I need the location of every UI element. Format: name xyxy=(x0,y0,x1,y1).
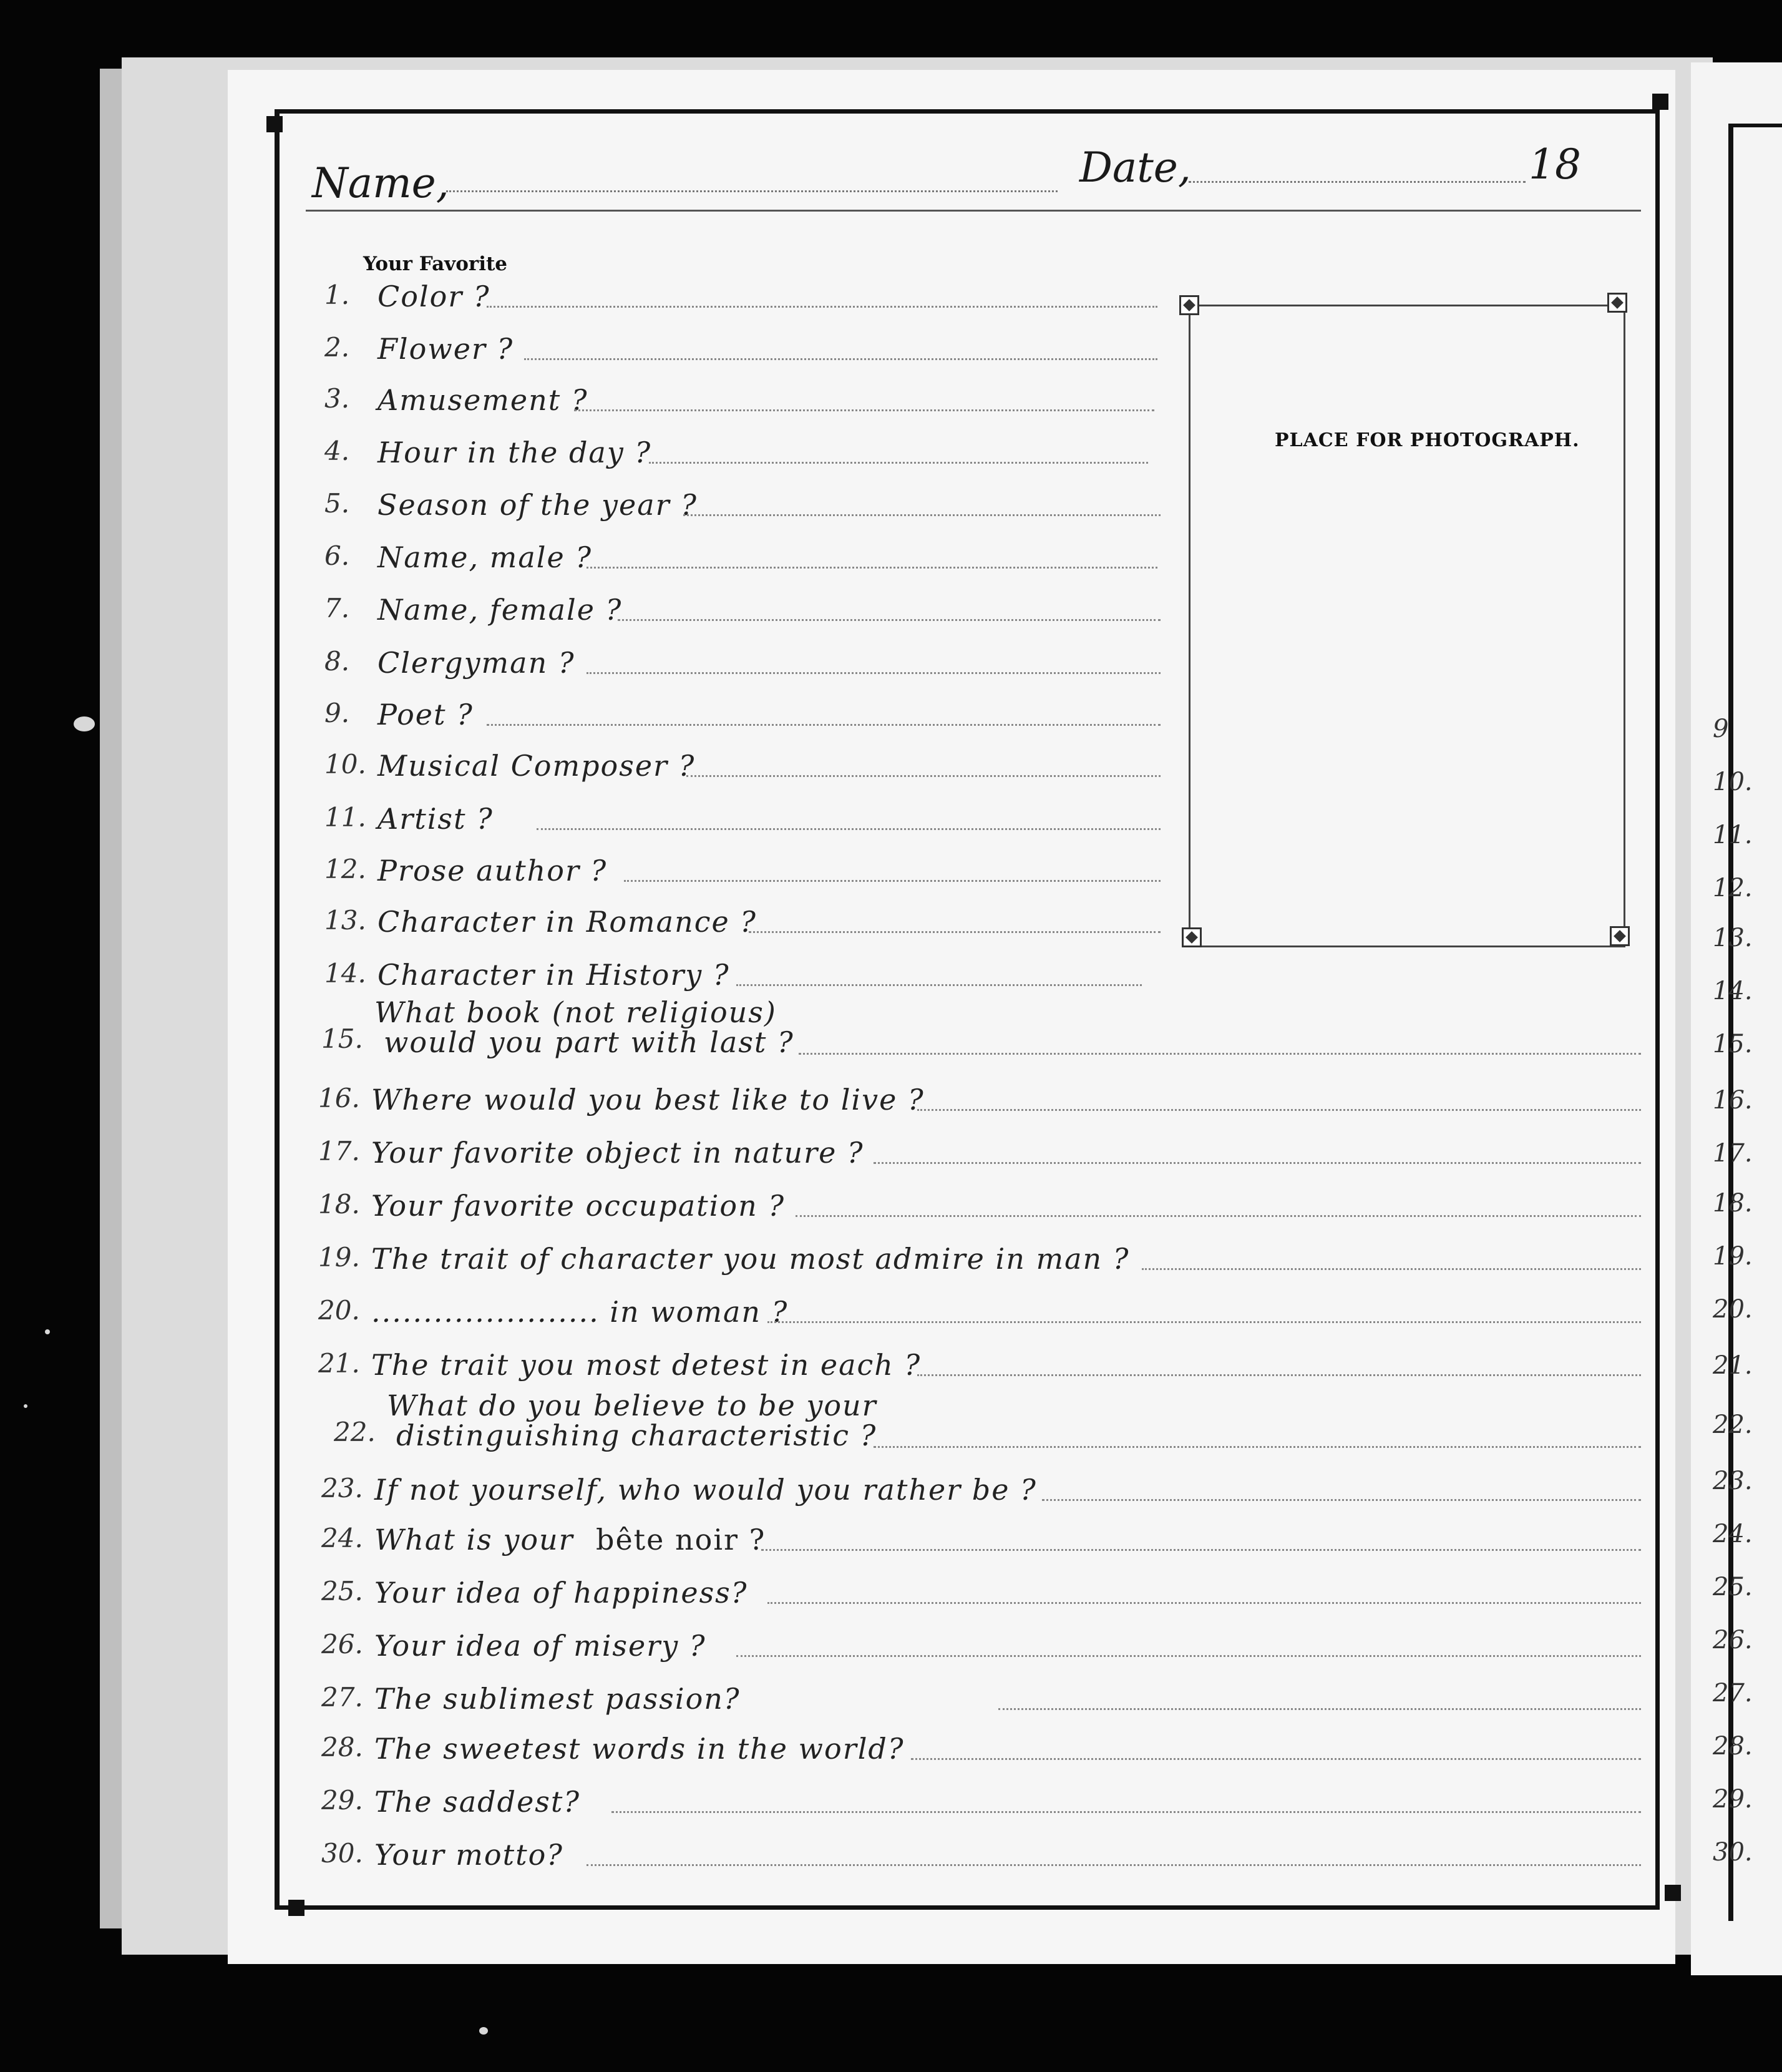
question-text: If not yourself, who would you rather be ? xyxy=(374,1473,1037,1507)
answer-line[interactable] xyxy=(587,1864,1641,1866)
question-text: The trait you most detest in each ? xyxy=(371,1348,922,1382)
question-text: What book (not religious) xyxy=(374,995,777,1029)
question-number: 27. xyxy=(321,1682,363,1713)
question-row xyxy=(324,905,1161,955)
answer-line[interactable] xyxy=(761,1549,1641,1551)
next-page-number: 25. xyxy=(1713,1573,1753,1601)
question-row xyxy=(318,1136,1641,1186)
question-number: 5. xyxy=(324,488,350,519)
question-text: Where would you best like to live ? xyxy=(371,1083,925,1117)
question-row xyxy=(324,854,1161,904)
answer-line[interactable] xyxy=(649,462,1148,464)
answer-line[interactable] xyxy=(686,775,1161,777)
answer-line[interactable] xyxy=(524,358,1157,360)
question-row xyxy=(321,1523,1641,1573)
question-row xyxy=(318,1083,1641,1133)
question-number: 10. xyxy=(324,749,366,779)
question-number: 18. xyxy=(318,1189,360,1219)
question-number: 2. xyxy=(324,332,350,363)
next-page-number: 20. xyxy=(1713,1295,1753,1324)
question-row xyxy=(324,540,1157,590)
answer-line[interactable] xyxy=(767,1602,1641,1604)
question-text: Color ? xyxy=(377,280,490,313)
next-page-number: 10. xyxy=(1713,768,1753,796)
name-label: Name, xyxy=(312,159,449,207)
question-row xyxy=(324,749,1161,799)
name-field-line[interactable] xyxy=(446,190,1058,192)
next-page-number: 24. xyxy=(1713,1520,1753,1548)
next-page-number: 18. xyxy=(1713,1189,1753,1218)
ornament-icon xyxy=(1179,295,1199,315)
next-page-number: 23. xyxy=(1713,1467,1753,1495)
question-number: 11. xyxy=(324,802,366,833)
answer-line[interactable] xyxy=(624,880,1161,882)
question-row xyxy=(324,488,1161,538)
answer-line[interactable] xyxy=(874,1446,1641,1448)
photo-label: PLACE FOR PHOTOGRAPH. xyxy=(1275,429,1580,451)
question-row xyxy=(321,1838,1641,1888)
question-text: The trait of character you most admire in man ? xyxy=(371,1242,1130,1276)
question-text: Poet ? xyxy=(377,698,474,731)
question-text: Name, male ? xyxy=(377,540,593,574)
question-number: 17. xyxy=(318,1136,360,1166)
ornament-icon xyxy=(1607,293,1627,313)
answer-line[interactable] xyxy=(911,1758,1641,1760)
header-rule xyxy=(306,210,1641,212)
question-text: Amusement ? xyxy=(377,383,588,417)
answer-line[interactable] xyxy=(767,1321,1641,1323)
question-row xyxy=(324,383,1154,433)
question-row xyxy=(324,802,1161,852)
next-page-number: 12. xyxy=(1713,874,1753,902)
question-number: 20. xyxy=(318,1295,360,1326)
next-page-number: 19. xyxy=(1713,1242,1753,1271)
next-page-number: 30. xyxy=(1713,1838,1753,1867)
answer-line[interactable] xyxy=(736,1655,1641,1657)
next-page-number: 27. xyxy=(1713,1679,1753,1708)
next-page-number: 9 xyxy=(1713,715,1729,743)
question-row xyxy=(321,1732,1641,1782)
date-label: Date, xyxy=(1079,144,1191,192)
question-number: 29. xyxy=(321,1785,363,1815)
question-text: Your favorite occupation ? xyxy=(371,1189,785,1223)
year-prefix: 18 xyxy=(1529,140,1581,188)
question-text: Season of the year ? xyxy=(377,488,698,522)
question-text: Character in History ? xyxy=(377,958,730,992)
next-page-number: 17. xyxy=(1713,1139,1753,1168)
answer-line[interactable] xyxy=(1142,1268,1641,1270)
answer-line[interactable] xyxy=(537,828,1161,830)
answer-line[interactable] xyxy=(611,1811,1641,1813)
question-row xyxy=(324,436,1148,486)
question-row xyxy=(324,593,1161,643)
question-number: 22. xyxy=(334,1417,376,1447)
question-text: The saddest? xyxy=(374,1785,581,1819)
photo-placeholder[interactable] xyxy=(1189,305,1625,947)
question-row xyxy=(318,1189,1641,1239)
frame-corner xyxy=(266,116,283,132)
question-number: 21. xyxy=(318,1348,360,1379)
answer-line[interactable] xyxy=(917,1374,1641,1376)
question-row xyxy=(324,698,1161,748)
question-number: 14. xyxy=(324,958,366,989)
next-page-number: 13. xyxy=(1713,924,1753,952)
answer-line[interactable] xyxy=(749,931,1161,933)
question-text-line2: distinguishing characteristic ? xyxy=(396,1419,877,1452)
question-text: Your idea of happiness? xyxy=(374,1576,748,1610)
answer-line[interactable] xyxy=(1042,1499,1641,1501)
question-number: 30. xyxy=(321,1838,363,1869)
question-number: 24. xyxy=(321,1523,363,1553)
question-row xyxy=(321,1785,1641,1835)
question-number: 4. xyxy=(324,436,350,466)
question-number: 8. xyxy=(324,646,350,677)
section-heading: Your Favorite xyxy=(363,253,508,275)
answer-line[interactable] xyxy=(487,306,1157,308)
next-page-number: 22. xyxy=(1713,1410,1753,1439)
frame-corner xyxy=(1652,94,1668,110)
question-row xyxy=(318,1295,1641,1345)
ornament-icon xyxy=(1610,926,1630,946)
answer-line[interactable] xyxy=(618,619,1161,621)
answer-line[interactable] xyxy=(587,567,1157,569)
question-text: Clergyman ? xyxy=(377,646,575,680)
date-field-line[interactable] xyxy=(1189,181,1526,183)
question-row xyxy=(321,1682,1641,1732)
question-number: 26. xyxy=(321,1629,363,1659)
question-text: Artist ? xyxy=(377,802,494,836)
answer-line[interactable] xyxy=(683,514,1161,516)
question-number: 23. xyxy=(321,1473,363,1503)
question-text: The sweetest words in the world? xyxy=(374,1732,905,1766)
question-row xyxy=(324,646,1161,696)
next-page-number: 15. xyxy=(1713,1030,1753,1058)
question-text: Hour in the day ? xyxy=(377,436,652,469)
frame-corner xyxy=(288,1900,304,1916)
question-text: Your motto? xyxy=(374,1838,563,1872)
next-page-number: 16. xyxy=(1713,1086,1753,1115)
question-row xyxy=(321,1576,1641,1626)
question-number: 19. xyxy=(318,1242,360,1273)
next-page-number: 11. xyxy=(1713,821,1753,849)
next-page-number: 14. xyxy=(1713,977,1753,1005)
frame-corner xyxy=(1665,1885,1681,1901)
answer-line[interactable] xyxy=(487,724,1161,726)
answer-line[interactable] xyxy=(587,672,1161,674)
question-row xyxy=(334,1389,1641,1452)
question-number: 25. xyxy=(321,1576,363,1606)
question-number: 13. xyxy=(324,905,366,936)
question-text: What do you believe to be your xyxy=(387,1389,877,1422)
scan-speck xyxy=(74,716,95,731)
next-page-number: 26. xyxy=(1713,1626,1753,1654)
question-text-line2: would you part with last ? xyxy=(384,1025,794,1059)
next-page-number: 29. xyxy=(1713,1785,1753,1814)
question-row xyxy=(321,1629,1641,1679)
question-row xyxy=(321,995,1641,1059)
question-number: 7. xyxy=(324,593,350,623)
question-text: What is your xyxy=(374,1523,574,1556)
question-row xyxy=(321,1473,1641,1523)
question-number: 12. xyxy=(324,854,366,884)
question-text: Musical Composer ? xyxy=(377,749,696,783)
question-text: Prose author ? xyxy=(377,854,608,887)
question-number: 1. xyxy=(324,280,350,310)
answer-line[interactable] xyxy=(796,1215,1641,1217)
next-page-number: 28. xyxy=(1713,1732,1753,1761)
answer-line[interactable] xyxy=(574,409,1154,411)
question-number: 28. xyxy=(321,1732,363,1762)
question-row xyxy=(318,1242,1641,1292)
answer-line[interactable] xyxy=(736,984,1142,986)
next-page-number: 21. xyxy=(1713,1351,1753,1380)
question-number: 16. xyxy=(318,1083,360,1113)
scan-speck xyxy=(24,1404,27,1408)
question-text-upright: bête noir ? xyxy=(596,1523,766,1556)
answer-line[interactable] xyxy=(874,1162,1641,1164)
question-row xyxy=(324,332,1157,382)
question-row xyxy=(324,280,1157,330)
question-number: 6. xyxy=(324,540,350,571)
ornament-icon xyxy=(1182,927,1202,947)
question-text: Character in Romance ? xyxy=(377,905,757,939)
question-text: ...................... in woman ? xyxy=(371,1295,789,1329)
answer-line[interactable] xyxy=(998,1708,1641,1710)
question-number: 15. xyxy=(321,1024,363,1054)
question-number: 3. xyxy=(324,383,350,414)
question-text: Your idea of misery ? xyxy=(374,1629,706,1663)
question-text: Name, female ? xyxy=(377,593,623,627)
question-text: Your favorite object in nature ? xyxy=(371,1136,864,1170)
answer-line[interactable] xyxy=(799,1053,1641,1055)
question-text: The sublimest passion? xyxy=(374,1682,741,1716)
scan-speck xyxy=(479,2027,488,2035)
scan-speck xyxy=(45,1329,50,1334)
question-number: 9. xyxy=(324,698,350,728)
question-text: Flower ? xyxy=(377,332,514,366)
answer-line[interactable] xyxy=(917,1109,1641,1111)
